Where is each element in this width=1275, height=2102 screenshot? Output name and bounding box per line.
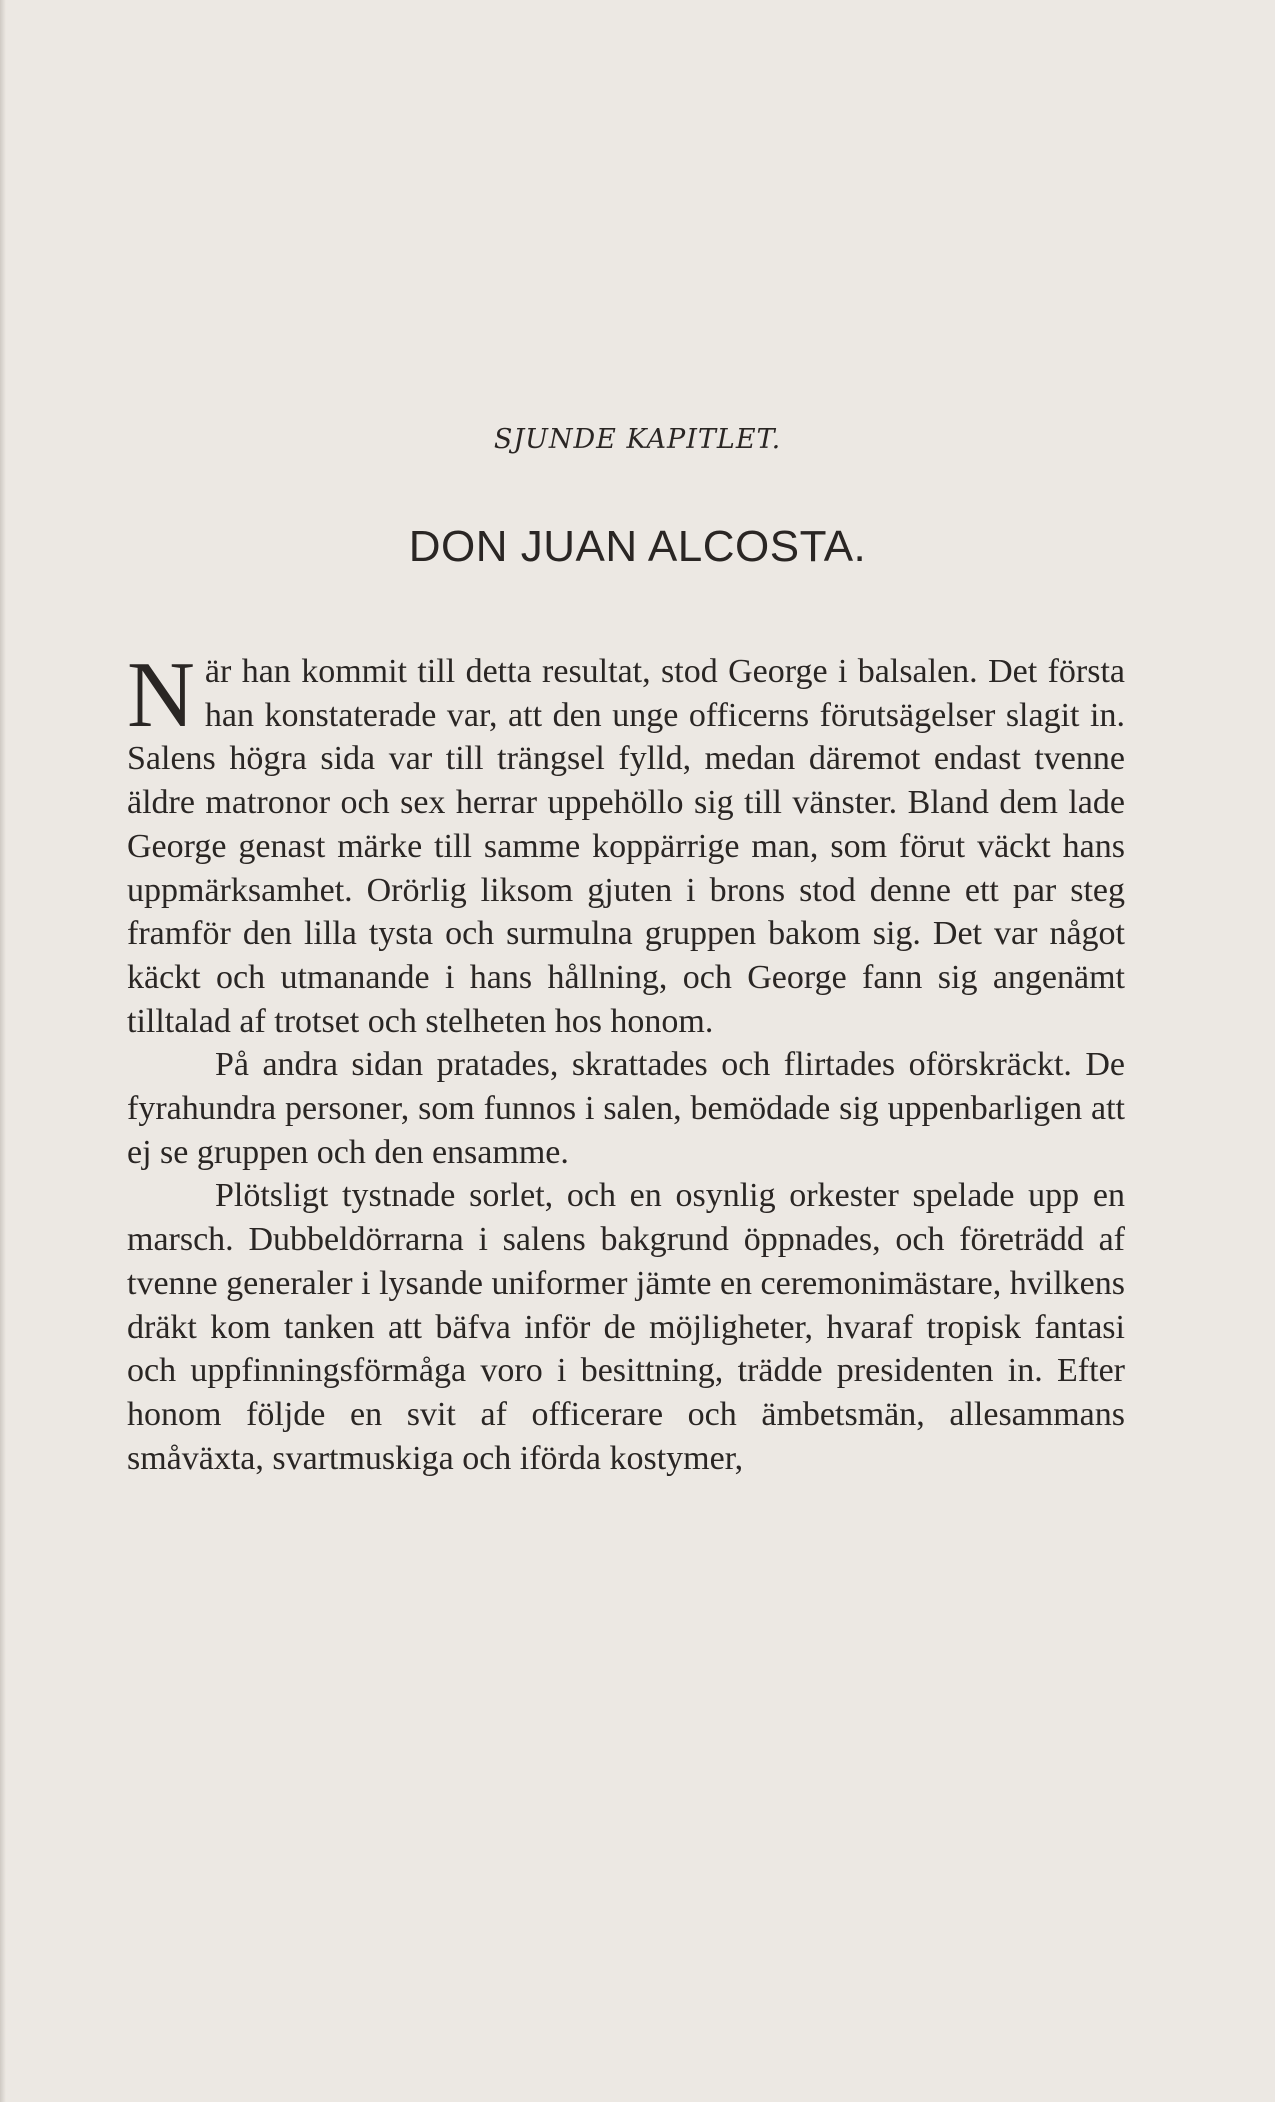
- chapter-label: SJUNDE KAPITLET.: [493, 424, 782, 455]
- paragraph-1: [127, 643, 1125, 1043]
- drop-cap-initial: N: [127, 643, 195, 747]
- paragraph-3: Plötsligt tystnade sorlet, och en osynlig orkester spelade upp en marsch. Dubbeldörrarna i salens bakgrund öppnades, och företrädd af tvenne generaler i lysande uniformer jämte en ceremonimästare, hvilkens dräkt kom tanken att bäfva inför de möjligheter, hvaraf tropisk fantasi och uppfinningsförmåga voro i besittning, trädde presidenten in. Efter honom följde en svit af officerare och ämbetsmän, allesammans småväxta, svartmuskiga och iförda kostymer,: [127, 1177, 1125, 1477]
- paragraph-2: På andra sidan pratades, skrattades och flirtades oförskräckt. De fyrahundra personer, som funnos i salen, bemödade sig uppenbarligen att ej se gruppen och den ensamme.: [127, 1046, 1125, 1171]
- page-edge-shadow: [0, 0, 6, 2102]
- paragraph-1-text: är han kommit till detta resultat, stod George i balsalen. Det första han konstaterade var, att den unge officerns förutsägelser slagit in. Salens högra sida var till trängsel fylld, medan däremot endast tvenne äldre matronor och sex herrar uppehöllo sig till vänster. Bland dem lade George genast märke till samme koppärrige man, som förut väckt hans uppmärksamhet. Orörlig liksom gjuten i brons stod denne ett par steg framför den lilla tysta och surmulna gruppen bakom sig. Det var något käckt och utmanande i hans hållning, och George fann sig angenämt tilltalad af trotset och stelheten hos honom.: [127, 653, 1125, 1040]
- chapter-body: [127, 643, 1125, 1480]
- chapter-title: DON JUAN ALCOSTA.: [408, 522, 867, 571]
